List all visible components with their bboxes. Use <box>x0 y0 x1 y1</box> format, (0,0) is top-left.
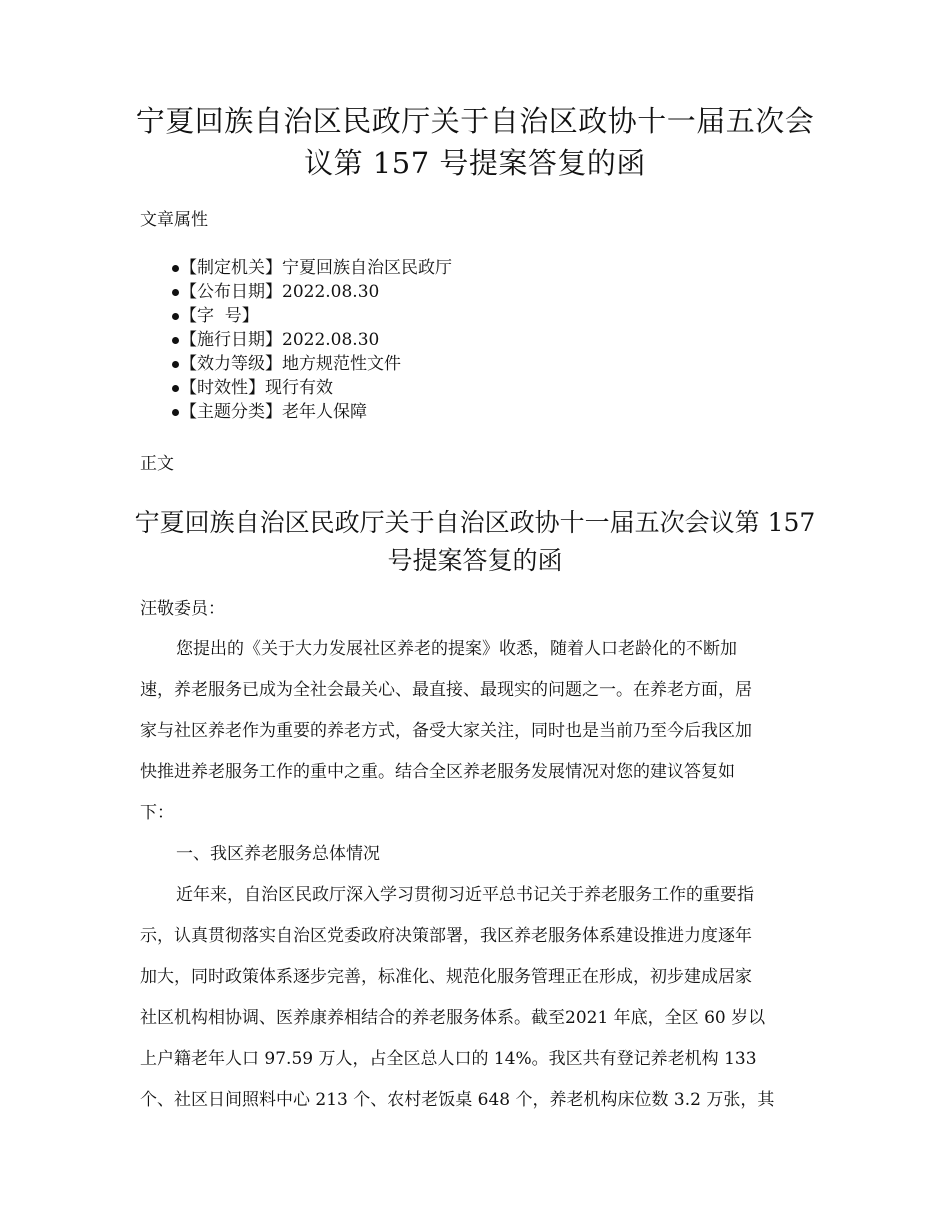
section-heading: 一、我区养老服务总体情况 <box>176 844 380 864</box>
paragraph-line: 加大，同时政策体系逐步完善，标准化、规范化服务管理正在形成，初步建成居家 <box>140 967 752 987</box>
property-item-category: 【主题分类】老年人保障 <box>180 402 367 422</box>
paragraph-line: 近年来，自治区民政厅深入学习贯彻习近平总书记关于养老服务工作的重要指 <box>176 885 754 905</box>
paragraph-line: 上户籍老年人口 97.59 万人，占全区总人口的 14%。我区共有登记养老机构 133 <box>140 1049 757 1069</box>
body-title-line-2: 号提案答复的函 <box>387 546 563 575</box>
properties-label: 文章属性 <box>140 210 208 230</box>
paragraph-line: 速，养老服务已成为全社会最关心、最直接、最现实的问题之一。在养老方面，居 <box>140 680 752 700</box>
document-title <box>120 100 830 184</box>
property-item-effective-date: 【施行日期】2022.08.30 <box>180 330 380 350</box>
property-item-doc-number: 【字 号】 <box>180 306 259 326</box>
paragraph-line: 个、社区日间照料中心 213 个、农村老饭桌 648 个，养老机构床位数 3.2 万张，其 <box>140 1090 775 1110</box>
paragraph-line: 家与社区养老作为重要的养老方式，备受大家关注，同时也是当前乃至今后我区加 <box>140 721 752 741</box>
property-item-publish-date: 【公布日期】2022.08.30 <box>180 282 380 302</box>
section-heading-1 <box>140 834 820 875</box>
paragraph-line: 快推进养老服务工作的重中之重。结合全区养老服务发展情况对您的建议答复如 <box>140 762 735 782</box>
document-title-line-2: 议第 157 号提案答复的函 <box>304 146 646 180</box>
paragraph-line: 下： <box>140 803 174 823</box>
property-item-legal-level: 【效力等级】地方规范性文件 <box>180 354 401 374</box>
document-title-line-1: 宁夏回族自治区民政厅关于自治区政协十一届五次会 <box>135 104 815 138</box>
paragraph-line: 社区机构相协调、医养康养相结合的养老服务体系。截至2021 年底，全区 60 岁以 <box>140 1008 766 1028</box>
body-title-line-1: 宁夏回族自治区民政厅关于自治区政协十一届五次会议第 157 <box>134 508 816 537</box>
properties-list <box>140 256 452 424</box>
body-label: 正文 <box>140 454 174 474</box>
salutation: 汪敬委员： <box>140 599 225 619</box>
body-title <box>130 504 820 580</box>
paragraph-line: 您提出的《关于大力发展社区养老的提案》收悉，随着人口老龄化的不断加 <box>176 639 737 659</box>
paragraph-intro <box>140 629 820 834</box>
property-item-validity: 【时效性】现行有效 <box>180 378 333 398</box>
property-item-issuer: 【制定机关】宁夏回族自治区民政厅 <box>180 258 452 278</box>
paragraph-overview <box>140 875 820 1121</box>
paragraph-line: 示，认真贯彻落实自治区党委政府决策部署，我区养老服务体系建设推进力度逐年 <box>140 926 752 946</box>
